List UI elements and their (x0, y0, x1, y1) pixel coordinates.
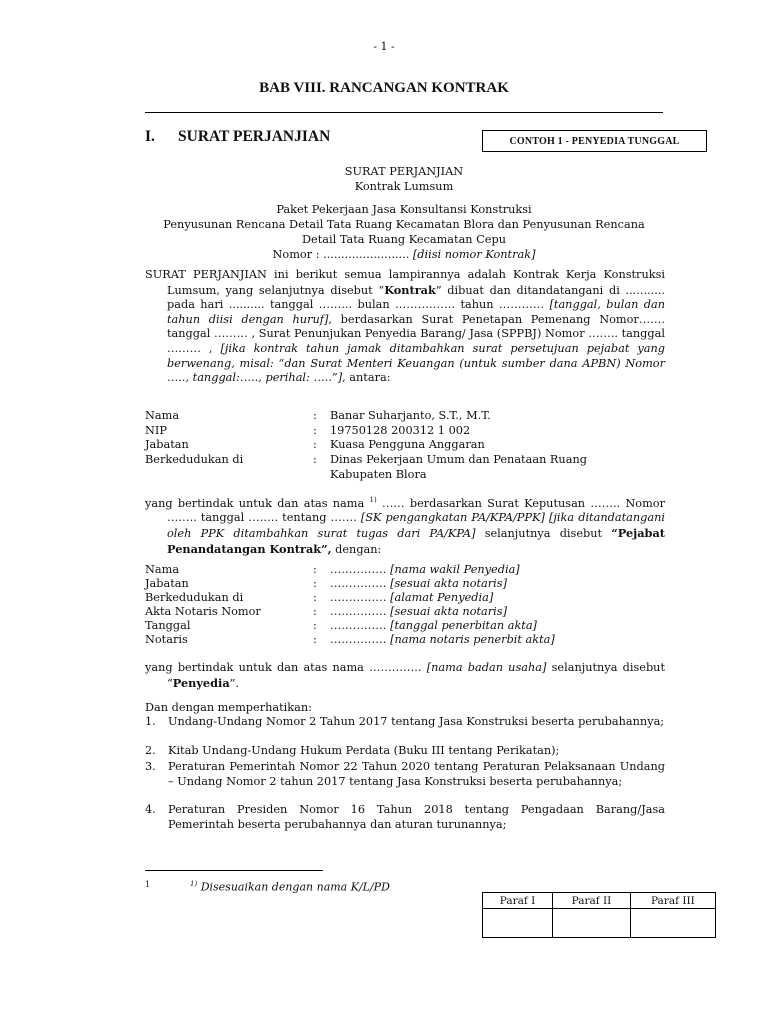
nomor-line: Nomor : ........................ [diisi nomor Kontrak] (272, 248, 536, 261)
acting-paragraph-provider: yang bertindak untuk dan atas nama ………….. [nama badan usaha] selanjutnya disebut “Penyedia”. (145, 661, 666, 690)
paraf-table (482, 892, 716, 938)
paraf-cell[interactable] (483, 909, 553, 938)
doc-heading-line: Kontrak Lumsum (354, 180, 454, 193)
package-line: Paket Pekerjaan Jasa Konsultansi Konstruksi (276, 203, 532, 216)
package-line: Detail Tata Ruang Kecamatan Cepu (301, 233, 507, 246)
section-heading (145, 128, 330, 146)
footnote-text: $^{1)}$ Disesuaikan dengan nama K/L/PD (190, 880, 390, 894)
paraf-header: Paraf II (553, 893, 631, 909)
section-number: I. (145, 128, 155, 145)
paraf-cell[interactable] (553, 909, 631, 938)
example-label-box: CONTOH 1 - PENYEDIA TUNGGAL (482, 130, 707, 152)
doc-heading-line: SURAT PERJANJIAN (344, 165, 464, 178)
acting-paragraph-official: yang bertindak untuk dan atas nama $^{1)}$ …… berdasarkan Surat Keputusan …….. Nomor …….. tanggal …….. tentang ……. [SK pengangkatan PA/KPA/PPK] [jika ditandatangani oleh PPK ditambahkan surat tugas dari PA/KPA] selanjutnya disebut “Pejabat Penandatangan Kontrak”, dengan: (145, 496, 665, 556)
paraf-cell[interactable] (630, 909, 715, 938)
intro-paragraph: SURAT PERJANJIAN ini berikut semua lampirannya adalah Kontrak Kerja Konstruksi Lumsum, yang selanjutnya disebut “Kontrak” dibuat dan ditandatangani di ........... pada hari .......... tanggal ……... bulan ……………. tahun ………… [tanggal, bulan dan tahun diisi dengan huruf], berdasarkan Surat Penetapan Pemenang Nomor……. tanggal ……… , Surat Penunjukan Penyedia Barang/ Jasa (SPPBJ) Nomor …….. tanggal ……… , [jika kontrak tahun jamak ditambahkan surat persetujuan pejabat yang berwenang, misal: “dan Surat Menteri Keuangan (untuk sumber dana APBN) Nomor ….., tanggal:….., perihal: …..”], antara: (145, 268, 665, 385)
paraf-header: Paraf III (630, 893, 715, 909)
package-heading (145, 202, 663, 262)
footnote-divider (145, 870, 323, 871)
considering-heading: Dan dengan memperhatikan: (145, 701, 312, 714)
page-number: - 1 - (373, 40, 395, 53)
doc-heading (145, 164, 663, 194)
paraf-header: Paraf I (483, 893, 553, 909)
title-divider (145, 112, 663, 113)
section-title: SURAT PERJANJIAN (178, 128, 331, 145)
footnote (145, 880, 390, 894)
footnote-mark: 1 (145, 880, 151, 889)
chapter-title: BAB VIII. RANCANGAN KONTRAK (259, 80, 509, 96)
package-line: Penyusunan Rencana Detail Tata Ruang Kecamatan Blora dan Penyusunan Rencana (163, 218, 645, 231)
